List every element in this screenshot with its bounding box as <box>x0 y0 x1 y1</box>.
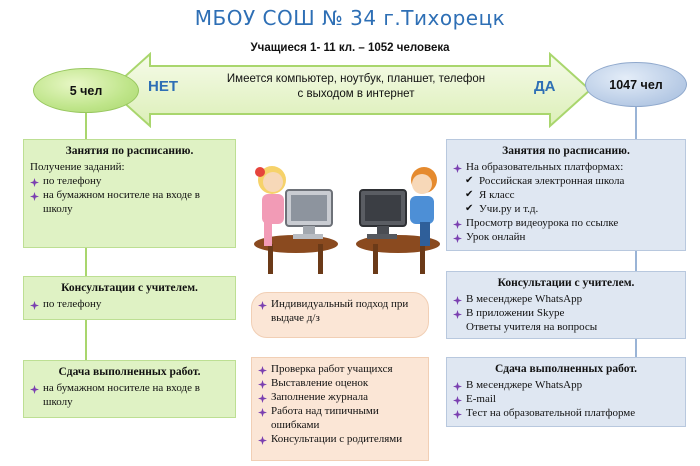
checkmark-icon: ✔ <box>465 203 474 214</box>
list-item-text: Индивидуальный подход при выдаче д/з <box>271 298 409 324</box>
box-title: Консультации с учителем. <box>497 277 635 289</box>
fleur-bullet-icon <box>258 393 266 401</box>
list-item <box>453 202 679 216</box>
box-title: Занятия по расписанию. <box>502 145 630 157</box>
list-item <box>30 174 229 188</box>
right-count-ellipse <box>585 62 687 107</box>
fleur-bullet-icon <box>453 381 461 389</box>
list-item <box>453 406 679 420</box>
checkmark-icon: ✔ <box>465 189 474 200</box>
list-item <box>258 404 422 432</box>
box-list <box>30 297 229 311</box>
page-title: МБОУ СОШ № 34 г.Тихорецк <box>194 6 506 30</box>
list-item-text: на бумажном носителе на входе в школу <box>43 189 200 215</box>
fleur-bullet-icon <box>258 379 266 387</box>
box-title: Консультации с учителем. <box>61 282 198 294</box>
list-item <box>453 306 679 320</box>
list-item <box>453 174 679 188</box>
list-item <box>258 362 422 376</box>
list-item <box>258 376 422 390</box>
list-item <box>453 216 679 230</box>
right-schedule-box <box>446 139 686 251</box>
list-item-text: В приложении Skype <box>466 307 565 319</box>
children-at-computers-illustration <box>248 150 448 278</box>
list-item-text: Заполнение журнала <box>271 391 368 403</box>
list-item-text: Работа над типичными ошибками <box>271 405 379 431</box>
list-item <box>258 432 422 446</box>
box-list <box>258 297 422 325</box>
list-item <box>453 378 679 392</box>
fleur-bullet-icon <box>258 365 266 373</box>
arrow-text-line: с выходом в интернет <box>297 88 415 100</box>
list-item-text: E-mail <box>466 393 496 405</box>
list-item <box>258 390 422 404</box>
list-item <box>453 160 679 174</box>
list-item-text: Учи.ру и т.д. <box>479 203 539 215</box>
list-item <box>30 381 229 409</box>
box-title: Сдача выполненных работ. <box>58 366 201 378</box>
list-item <box>453 188 679 202</box>
list-item-text: На образовательных платформах: <box>466 161 624 173</box>
fleur-bullet-icon <box>30 177 38 185</box>
list-item-text: Консультации с родителями <box>271 433 403 445</box>
fleur-bullet-icon <box>453 163 461 171</box>
arrow-text-line: Имеется компьютер, ноутбук, планшет, телефон <box>226 73 486 85</box>
fleur-bullet-icon <box>453 233 461 241</box>
list-item-text: В месенджере WhatsApp <box>466 379 583 391</box>
right-consult-box <box>446 271 686 339</box>
list-item-text: по телефону <box>43 298 102 310</box>
list-item <box>453 292 679 306</box>
list-item-text: Я класс <box>479 189 515 201</box>
box-list <box>30 381 229 409</box>
no-label: НЕТ <box>148 78 178 95</box>
left-submit-box <box>23 360 236 418</box>
box-list <box>30 174 229 216</box>
list-item <box>258 297 422 325</box>
fleur-bullet-icon <box>453 219 461 227</box>
fleur-bullet-icon <box>258 300 266 308</box>
yes-label: ДА <box>534 78 556 95</box>
box-intro: Получение заданий: <box>30 161 125 173</box>
fleur-bullet-icon <box>258 407 266 415</box>
connector-line <box>635 107 637 139</box>
box-list <box>453 292 679 320</box>
fleur-bullet-icon <box>453 395 461 403</box>
list-item-text: В месенджере WhatsApp <box>466 293 583 305</box>
box-title: Занятия по расписанию. <box>65 145 194 157</box>
left-count-ellipse <box>33 68 139 113</box>
right-submit-box <box>446 357 686 427</box>
box-list <box>258 362 422 446</box>
list-item-text: Урок онлайн <box>466 231 526 243</box>
list-item <box>30 297 229 311</box>
individual-approach-box <box>251 292 429 338</box>
fleur-bullet-icon <box>30 300 38 308</box>
list-item <box>30 188 229 216</box>
fleur-bullet-icon <box>258 435 266 443</box>
fleur-bullet-icon <box>453 309 461 317</box>
list-item-text: по телефону <box>43 175 102 187</box>
right-count: 1047 чел <box>609 77 663 92</box>
list-item-text: Просмотр видеоурока по ссылке <box>466 217 619 229</box>
checkmark-icon: ✔ <box>465 175 474 186</box>
box-title: Сдача выполненных работ. <box>495 363 637 375</box>
connector-line <box>635 339 637 357</box>
connector-line <box>85 320 87 360</box>
fleur-bullet-icon <box>30 191 38 199</box>
students-count-subtitle: Учащиеся 1- 11 кл. – 1052 человека <box>250 42 450 54</box>
box-list <box>453 378 679 420</box>
plain-text: Ответы учителя на вопросы <box>466 321 598 333</box>
box-list <box>453 160 679 244</box>
fleur-bullet-icon <box>453 409 461 417</box>
teacher-tasks-box <box>251 357 429 461</box>
list-item-text: Российская электронная школа <box>479 175 625 187</box>
list-item <box>453 230 679 244</box>
list-item-text: Тест на образовательной платформе <box>466 407 636 419</box>
left-count: 5 чел <box>69 83 103 98</box>
left-schedule-box <box>23 139 236 248</box>
fleur-bullet-icon <box>30 384 38 392</box>
left-consult-box <box>23 276 236 320</box>
connector-line <box>85 248 87 276</box>
connector-line <box>85 113 87 139</box>
list-item-text: Выставление оценок <box>271 377 369 389</box>
list-item <box>453 392 679 406</box>
fleur-bullet-icon <box>453 295 461 303</box>
list-item-text: на бумажном носителе на входе в школу <box>43 382 200 408</box>
arrow-condition-text <box>222 72 490 102</box>
list-item-text: Проверка работ учащихся <box>271 363 393 375</box>
connector-line <box>635 251 637 271</box>
